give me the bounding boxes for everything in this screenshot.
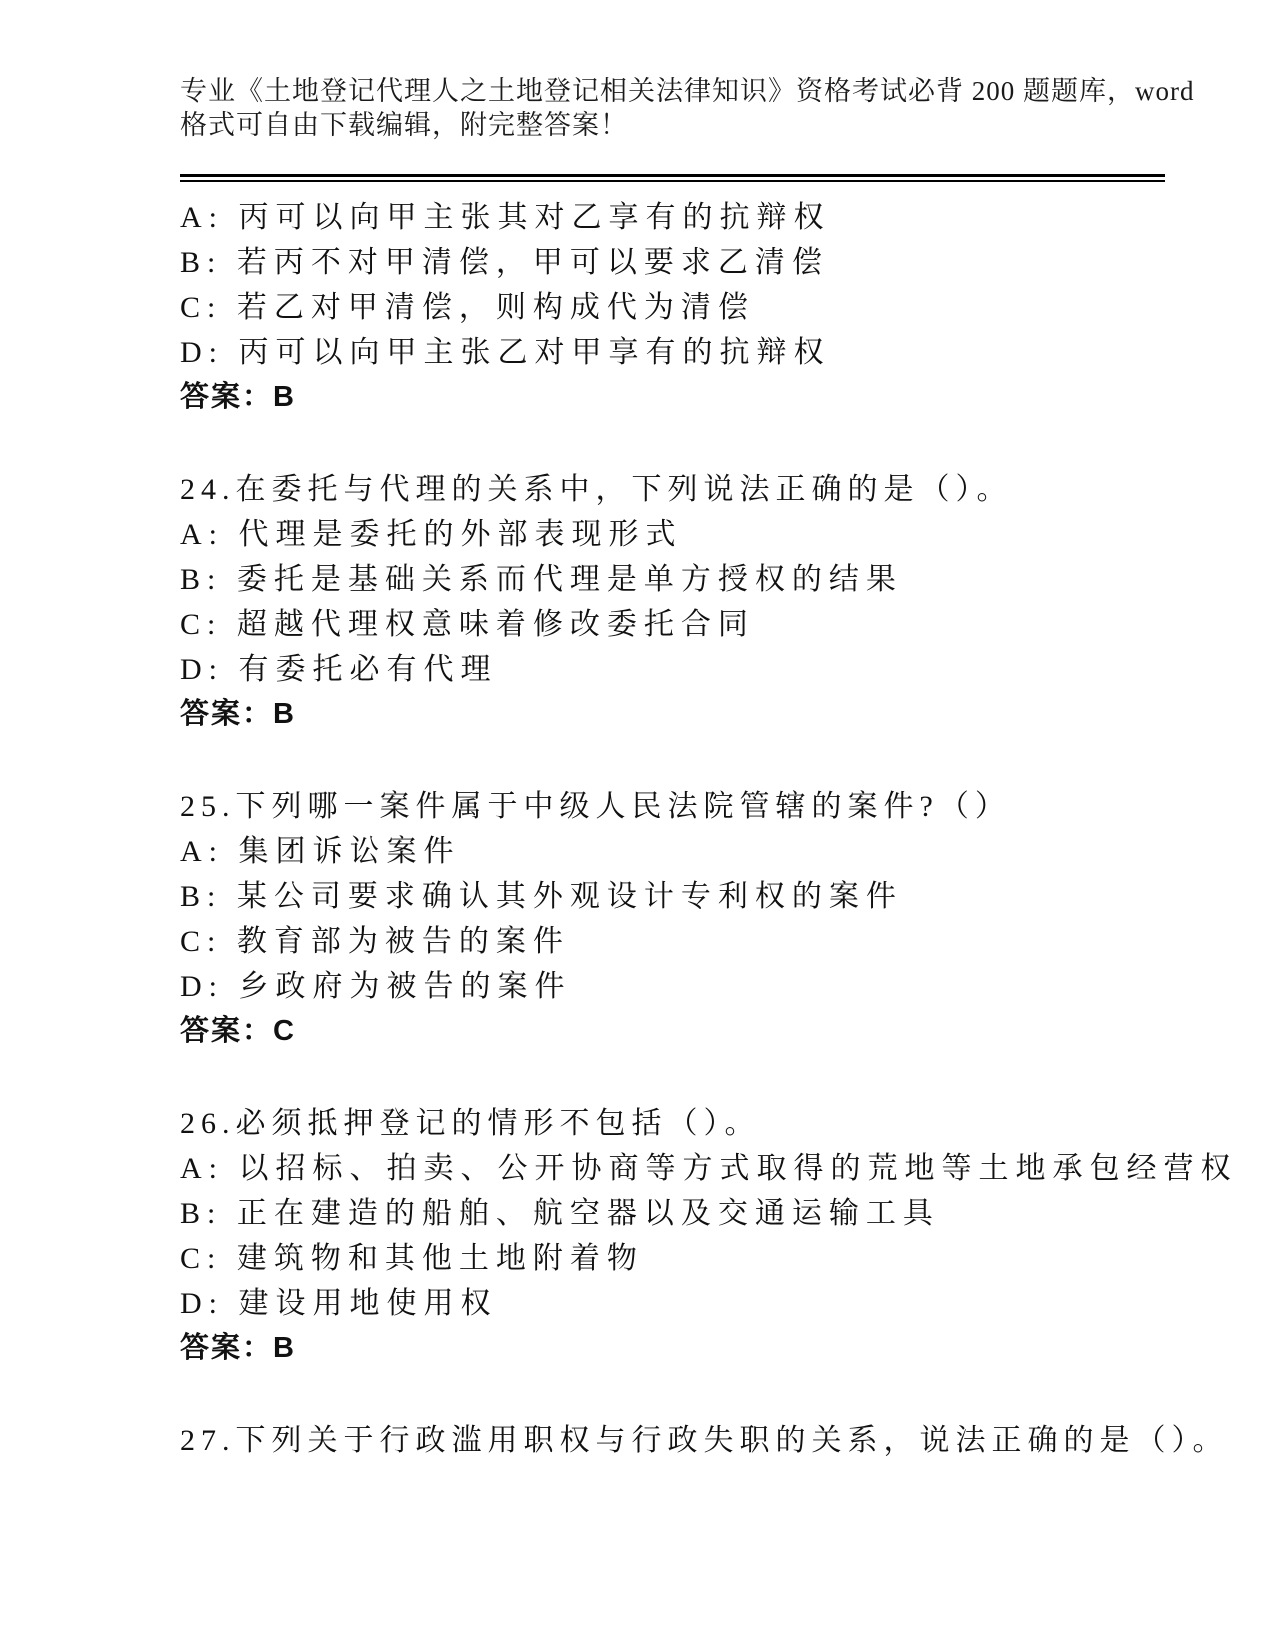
question-block-24 [180,467,1165,737]
header-divider [180,174,1165,182]
option-d: D: 乡政府为被告的案件 [180,970,572,1003]
option-a: A: 丙可以向甲主张其对乙享有的抗辩权 [180,201,831,234]
question-text: 26.必须抵押登记的情形不包括（）。 [180,1107,761,1140]
question-text: 25.下列哪一案件属于中级人民法院管辖的案件?（） [180,790,1011,823]
header-line-1: 专业《土地登记代理人之土地登记相关法律知识》资格考试必背 200 题题库，word [180,76,1195,106]
question-block-26 [180,1101,1238,1371]
option-c: C: 若乙对甲清偿，则构成代为清偿 [180,291,755,324]
option-c: C: 教育部为被告的案件 [180,925,570,958]
option-b: B: 若丙不对甲清偿，甲可以要求乙清偿 [180,246,829,279]
option-d: D: 有委托必有代理 [180,653,498,686]
option-a: A: 集团诉讼案件 [180,835,461,868]
question-text: 24.在委托与代理的关系中，下列说法正确的是（）。 [180,473,1013,506]
option-c: C: 建筑物和其他土地附着物 [180,1242,644,1275]
answer-text: 答案：C [180,1015,296,1047]
option-a: A: 代理是委托的外部表现形式 [180,518,683,551]
option-c: C: 超越代理权意味着修改委托合同 [180,608,755,641]
option-b: B: 委托是基础关系而代理是单方授权的结果 [180,563,903,596]
option-d: D: 丙可以向甲主张乙对甲享有的抗辩权 [180,336,831,369]
document-header [180,74,1195,142]
question-block-27 [180,1418,1229,1463]
option-b: B: 某公司要求确认其外观设计专利权的案件 [180,880,903,913]
question-block-23-options [180,195,1165,420]
option-b: B: 正在建造的船舶、航空器以及交通运输工具 [180,1197,940,1230]
answer-text: 答案：B [180,381,296,413]
answer-text: 答案：B [180,1332,296,1364]
option-d: D: 建设用地使用权 [180,1287,498,1320]
question-text: 27.下列关于行政滥用职权与行政失职的关系，说法正确的是（）。 [180,1424,1229,1457]
option-a: A: 以招标、拍卖、公开协商等方式取得的荒地等土地承包经营权 [180,1152,1238,1185]
answer-text: 答案：B [180,698,296,730]
header-line-2: 格式可自由下载编辑，附完整答案！ [180,110,628,140]
question-block-25 [180,784,1165,1054]
